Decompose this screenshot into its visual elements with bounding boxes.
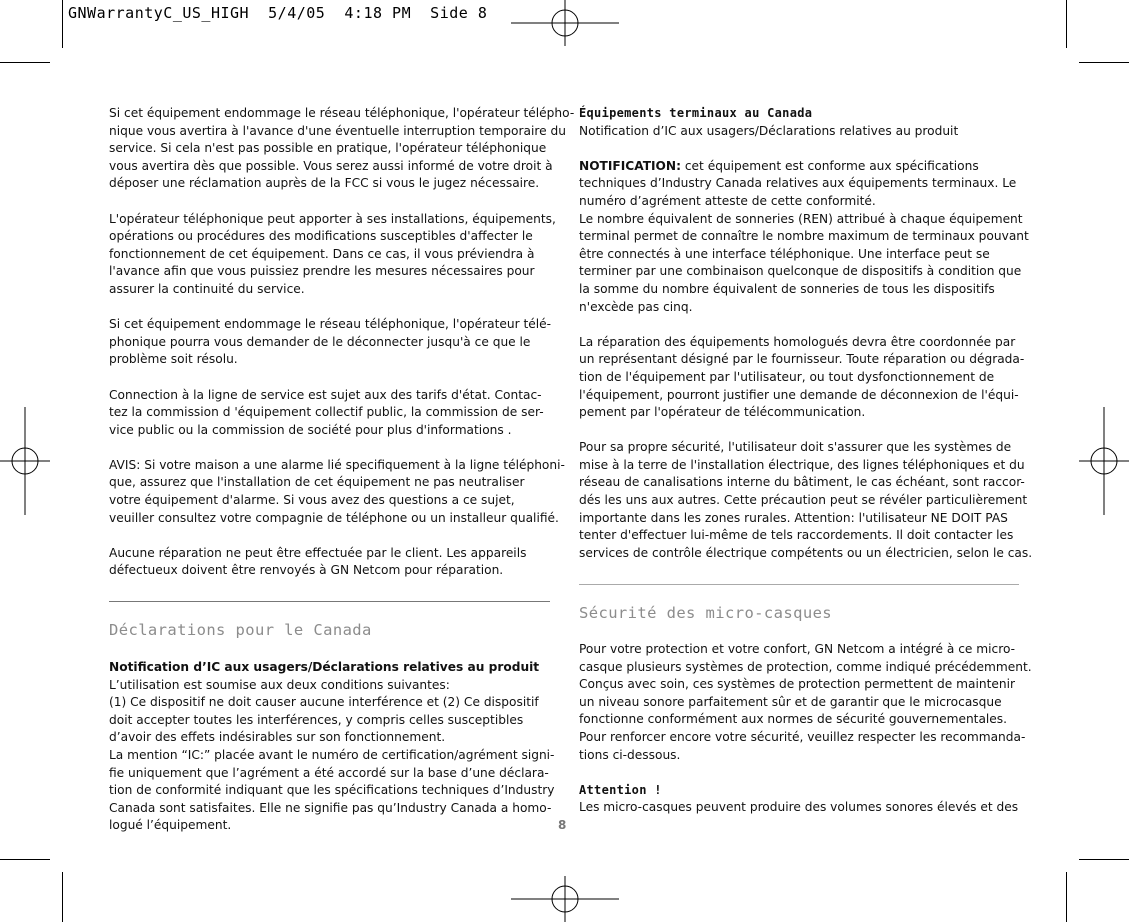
text-line: pement par l'opérateur de télécommunication. xyxy=(579,405,866,420)
canada-notification-title: Notification d’IC aux usagers/Déclarations relatives au produit xyxy=(109,660,540,674)
text-line: la somme du nombre équivalent de sonneries de tous les dispositifs xyxy=(579,281,995,296)
text-line: fonctionnement de cet équipement. Dans ce cas, il vous préviendra à xyxy=(109,246,535,261)
paragraph xyxy=(579,439,1033,562)
text-line: numéro d’agrément atteste de cette conformité. xyxy=(579,193,876,208)
text-line: nique vous avertira à l'avance d'une éventuelle interruption temporaire du xyxy=(109,123,566,138)
crop-mark-bottom-left-horizontal xyxy=(0,859,50,860)
text-line: phonique pourra vous demander de le déconnecter jusqu'à ce que le xyxy=(109,334,531,349)
left-column xyxy=(109,105,575,598)
text-line: opérations ou procédures des modifications susceptibles d'affecter le xyxy=(109,229,533,244)
registration-mark-top xyxy=(511,0,619,46)
text-line: d’avoir des effets indésirables sur son fonctionnement. xyxy=(109,730,446,745)
section-heading-canada: Déclarations pour le Canada xyxy=(109,621,372,639)
attention-text: Les micro-casques peuvent produire des volumes sonores élevés et des xyxy=(579,800,1019,815)
registration-mark-right xyxy=(1079,407,1129,515)
text-line: déposer une réclamation auprès de la FCC si vous le jugez nécessaire. xyxy=(109,176,540,191)
text-line: Conçus avec soin, ces systèmes de protection permettent de maintenir xyxy=(579,677,1015,692)
crop-mark-top-right-horizontal xyxy=(1079,62,1129,63)
text-line: tenter d'effectuer lui-même de tels raccordements. Il doit contacter les xyxy=(579,528,1014,543)
crop-mark-bottom-right-vertical xyxy=(1066,872,1067,922)
headset-safety-block xyxy=(579,641,1032,817)
text-line: veuiller consultez votre compagnie de téléphone ou un installeur qualifié. xyxy=(109,510,559,525)
text-line: terminal permet de connaître le nombre maximum de terminaux pouvant xyxy=(579,229,1029,244)
paragraph xyxy=(109,387,555,440)
text-line: défectueux doivent être renvoyés à GN Netcom pour réparation. xyxy=(109,563,504,578)
text-line: AVIS: Si votre maison a une alarme lié specifiquement à la ligne téléphoni- xyxy=(109,457,565,472)
text-line: (1) Ce dispositif ne doit causer aucune interférence et (2) Ce dispositif xyxy=(109,695,539,710)
text-line: réseau de canalisations interne du bâtiment, le cas échéant, sont raccor- xyxy=(579,475,1025,490)
text-fragment: cet équipement est conforme aux spécifications xyxy=(680,158,979,173)
canada-declarations-block xyxy=(109,659,555,835)
text-line: assurer la continuité du service. xyxy=(109,281,305,296)
text-line: vous avertira dès que possible. Vous serez aussi informé de votre droit à xyxy=(109,158,553,173)
text-line: Canada sont satisfaites. Elle ne signifie pas qu’Industry Canada a homo- xyxy=(109,800,552,815)
right-column xyxy=(579,105,1033,580)
text-line: n'excède pas cinq. xyxy=(579,299,693,314)
paragraph xyxy=(579,105,1024,140)
text-line: service. Si cela n'est pas possible en pratique, l'opérateur téléphonique xyxy=(109,141,547,156)
text-line: vice public ou la commission de société pour plus d'informations . xyxy=(109,422,512,437)
crop-mark-top-left-vertical xyxy=(62,0,63,48)
crop-mark-bottom-right-horizontal xyxy=(1079,859,1129,860)
terminal-equipment-title: Équipements terminaux au Canada xyxy=(579,106,813,120)
paragraph xyxy=(109,105,575,193)
crop-mark-top-left-horizontal xyxy=(0,62,50,63)
registration-mark-bottom xyxy=(511,876,619,922)
text-line: casque plusieurs systèmes de protection, comme indiqué précédemment. xyxy=(579,659,1032,674)
text-line: La réparation des équipements homologués devra être coordonnée par xyxy=(579,334,1016,349)
paragraph xyxy=(579,334,1024,422)
text-line: un représentant désigné par le fournisseur. Toute réparation ou dégrada- xyxy=(579,352,1025,367)
text-line: fie uniquement que l’agrément a été accordé sur la base d’une déclara- xyxy=(109,765,549,780)
crop-mark-bottom-left-vertical xyxy=(62,872,63,922)
text-line: Aucune réparation ne peut être effectuée par le client. Les appareils xyxy=(109,545,527,560)
paragraph xyxy=(109,545,555,580)
text-line: problème soit résolu. xyxy=(109,352,238,367)
text-line: l'équipement, pourront justifier une demande de déconnexion de l'équi- xyxy=(579,387,1019,402)
text-line: logué l’équipement. xyxy=(109,818,232,833)
text-line: terminer par une combinaison quelconque de dispositifs à condition que xyxy=(579,264,1022,279)
terminal-equipment-subtitle: Notification d’IC aux usagers/Déclarations relatives au produit xyxy=(579,123,959,138)
text-line: que, assurez que l'installation de cet équipement ne pas neutraliser xyxy=(109,475,525,490)
notification-label: NOTIFICATION: xyxy=(579,158,681,173)
text-line: Si cet équipement endommage le réseau téléphonique, l'opérateur télépho- xyxy=(109,106,575,120)
text-line: tions ci-dessous. xyxy=(579,747,681,762)
section-divider xyxy=(579,584,1019,585)
text-line: Si cet équipement endommage le réseau téléphonique, l'opérateur télé- xyxy=(109,317,552,332)
text-line: tez la commission d 'équipement collectif public, la commission de ser- xyxy=(109,405,544,420)
text-line: être connectés à une interface téléphonique. Une interface peut se xyxy=(579,246,990,261)
section-heading-headset-safety: Sécurité des micro-casques xyxy=(579,604,833,622)
text-line: fonctionne conformément aux normes de sécurité gouvernementales. xyxy=(579,712,1008,727)
text-line: Pour sa propre sécurité, l'utilisateur doit s'assurer que les systèmes de xyxy=(579,440,1012,455)
crop-mark-top-right-vertical xyxy=(1066,0,1067,48)
text-line: tion de conformité indiquant que les spécifications techniques d’Industry xyxy=(109,783,555,798)
text-line: dés les uns aux autres. Cette précaution peut se révéler particulièrement xyxy=(579,493,1028,508)
text-line: importante dans les zones rurales. Attention: l'utilisateur NE DOIT PAS xyxy=(579,510,1008,525)
text-line: La mention “IC:” placée avant le numéro de certification/agrément signi- xyxy=(109,747,555,762)
notification-paragraph xyxy=(579,158,1029,316)
page-number: 8 xyxy=(558,818,567,832)
text-line: Pour votre protection et votre confort, GN Netcom a intégré à ce micro- xyxy=(579,642,1016,656)
text-line: doit accepter toutes les interférences, y compris celles susceptibles xyxy=(109,712,524,727)
text-line: L'opérateur téléphonique peut apporter à ses installations, équipements, xyxy=(109,211,556,226)
text-line: techniques d’Industry Canada relatives aux équipements terminaux. Le xyxy=(579,176,1017,191)
attention-title: Attention ! xyxy=(579,782,662,797)
text-line: tion de l'équipement par l'utilisateur, ou tout dysfonctionnement de xyxy=(579,369,995,384)
paragraph xyxy=(109,316,555,369)
section-divider xyxy=(109,601,550,602)
text-line: votre équipement d'alarme. Si vous avez des questions a ce sujet, xyxy=(109,493,515,508)
text-line: un niveau sonore parfaitement sûr et de garantir que le microcasque xyxy=(579,694,1002,709)
text-line: Le nombre équivalent de sonneries (REN) attribué à chaque équipement xyxy=(579,211,1023,226)
text-line: L’utilisation est soumise aux deux conditions suivantes: xyxy=(109,677,450,692)
text-line: Connection à la ligne de service est sujet aux des tarifs d'état. Contac- xyxy=(109,387,542,402)
text-line: services de contrôle électrique compétents ou un électricien, selon le cas. xyxy=(579,545,1033,560)
text-line: Pour renforcer encore votre sécurité, veuillez respecter les recommanda- xyxy=(579,729,1026,744)
paragraph xyxy=(109,457,565,527)
text-line: mise à la terre de l'installation électrique, des lignes téléphoniques et du xyxy=(579,457,1025,472)
print-slug: GNWarrantyC_US_HIGH 5/4/05 4:18 PM Side 8 xyxy=(68,4,488,22)
spacer xyxy=(579,764,1024,782)
text-line: l'avance afin que vous puissiez prendre les mesures nécessaires pour xyxy=(109,264,535,279)
registration-mark-left xyxy=(0,407,50,515)
paragraph xyxy=(109,211,555,299)
